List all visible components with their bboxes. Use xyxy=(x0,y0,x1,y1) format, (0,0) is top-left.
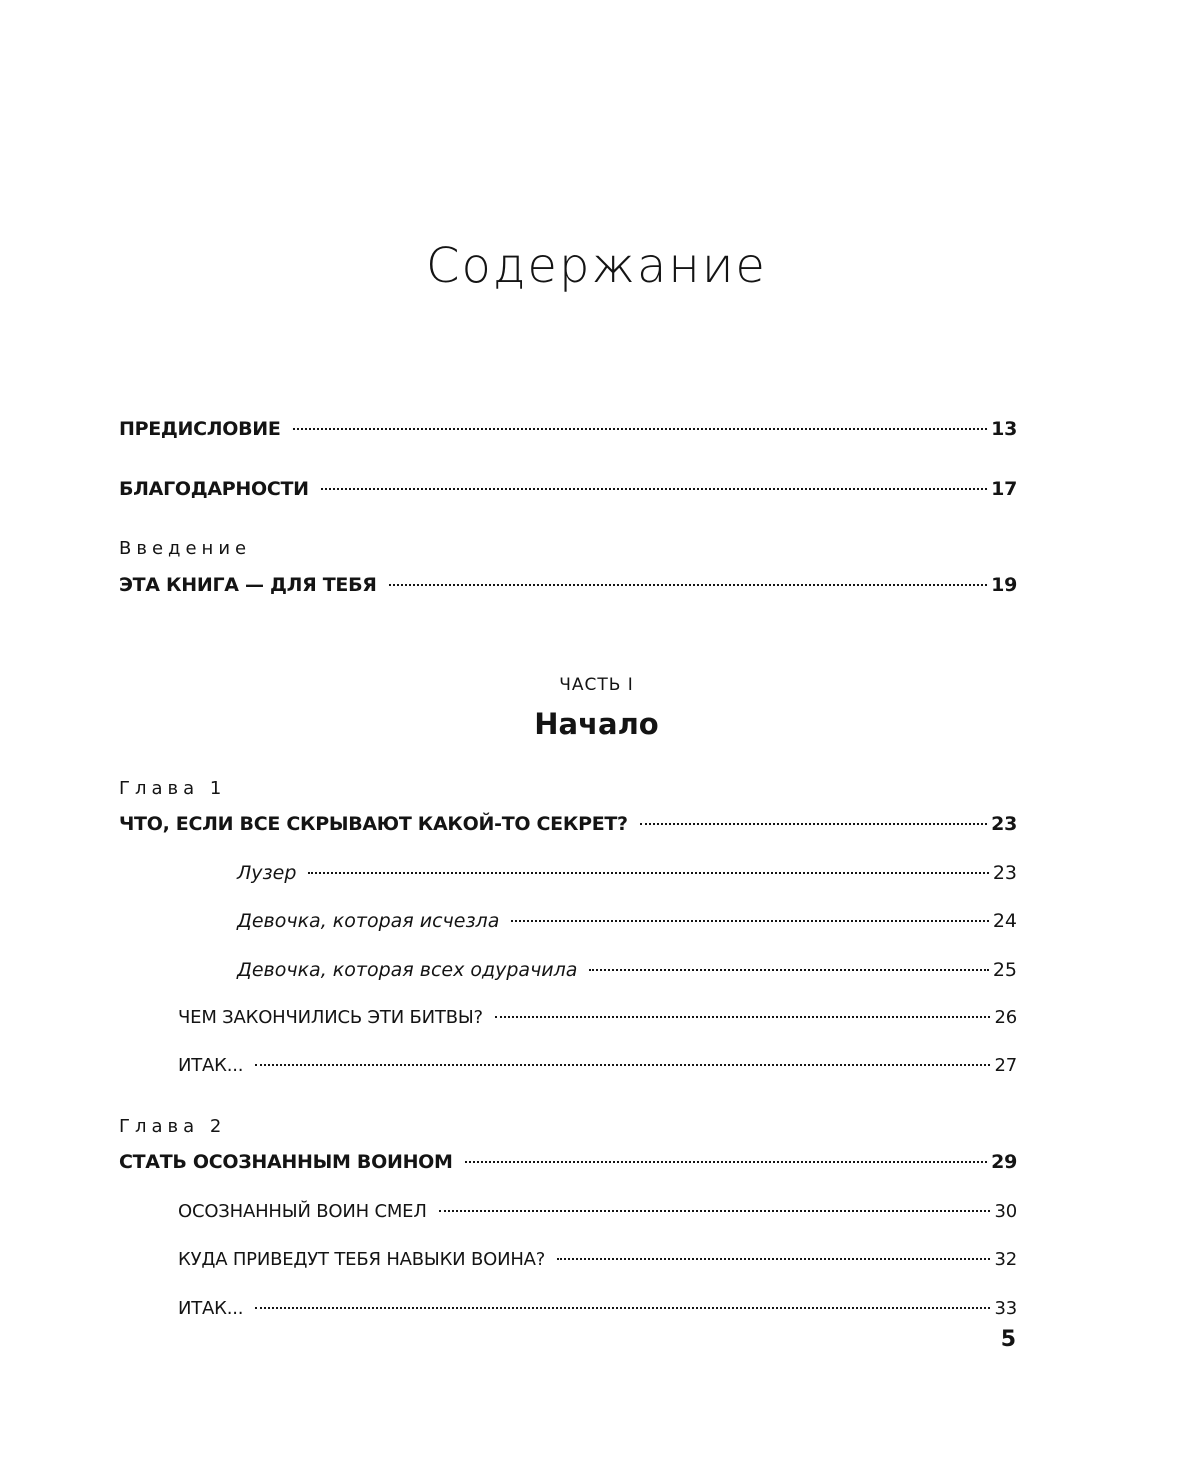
toc-entry-title: СТАТЬ ОСОЗНАННЫМ ВОИНОМ xyxy=(119,1151,453,1173)
toc-entry-title: Девочка, которая исчезла xyxy=(237,910,500,932)
toc-entry-title: КУДА ПРИВЕДУТ ТЕБЯ НАВЫКИ ВОИНА? xyxy=(178,1249,546,1270)
toc-section-entry[interactable] xyxy=(178,1003,1017,1033)
toc-entry-title: Девочка, которая всех одурачила xyxy=(237,959,578,981)
intro-label: Введение xyxy=(119,538,252,559)
toc-page-number: 24 xyxy=(992,910,1017,932)
toc-entry-preface[interactable] xyxy=(119,414,1017,444)
chapter-2-label: Глава 2 xyxy=(119,1116,227,1137)
toc-page-number: 32 xyxy=(994,1249,1017,1270)
chapter-1-label: Глава 1 xyxy=(119,778,227,799)
toc-page-number: 23 xyxy=(992,862,1017,884)
toc-leader-dots xyxy=(465,1161,988,1163)
part-title: Начало xyxy=(534,707,659,741)
toc-entry-title: ЭТА КНИГА — ДЛЯ ТЕБЯ xyxy=(119,574,377,596)
page-number: 5 xyxy=(1000,1327,1016,1352)
toc-subentry[interactable] xyxy=(237,858,1017,888)
toc-entry-title: ЧТО, ЕСЛИ ВСЕ СКРЫВАЮТ КАКОЙ-ТО СЕКРЕТ? xyxy=(119,813,628,835)
toc-section-entry[interactable] xyxy=(178,1294,1017,1324)
toc-page-number: 17 xyxy=(991,478,1017,500)
toc-section-entry[interactable] xyxy=(178,1245,1017,1275)
toc-entry-acknowledgements[interactable] xyxy=(119,474,1017,504)
toc-section-entry[interactable] xyxy=(178,1051,1017,1081)
toc-entry-title: ИТАК... xyxy=(178,1055,244,1076)
toc-page-number: 19 xyxy=(991,574,1017,596)
toc-leader-dots xyxy=(255,1307,990,1309)
toc-entry-intro[interactable] xyxy=(119,570,1017,600)
toc-entry-title: БЛАГОДАРНОСТИ xyxy=(119,478,309,500)
toc-leader-dots xyxy=(640,823,987,825)
toc-entry-title: ЧЕМ ЗАКОНЧИЛИСЬ ЭТИ БИТВЫ? xyxy=(178,1007,483,1028)
toc-entry-title: ПРЕДИСЛОВИЕ xyxy=(119,418,281,440)
toc-page-number: 23 xyxy=(991,813,1017,835)
toc-page-number: 30 xyxy=(994,1201,1017,1222)
toc-leader-dots xyxy=(389,584,988,586)
toc-page-number: 13 xyxy=(991,418,1017,440)
part-label: ЧАСТЬ I xyxy=(559,675,634,695)
toc-section-entry[interactable] xyxy=(178,1197,1017,1227)
toc-leader-dots xyxy=(589,969,988,971)
toc-subentry[interactable] xyxy=(237,906,1017,936)
toc-leader-dots xyxy=(308,872,988,874)
toc-page-number: 29 xyxy=(991,1151,1017,1173)
toc-leader-dots xyxy=(495,1016,991,1018)
toc-entry-title: Лузер xyxy=(237,862,297,884)
toc-entry-title: ИТАК... xyxy=(178,1298,244,1319)
toc-subentry[interactable] xyxy=(237,955,1017,985)
toc-leader-dots xyxy=(439,1210,991,1212)
toc-page-number: 33 xyxy=(994,1298,1017,1319)
toc-entry-title: ОСОЗНАННЫЙ ВОИН СМЕЛ xyxy=(178,1201,427,1222)
toc-leader-dots xyxy=(255,1064,990,1066)
page-title: Содержание xyxy=(426,238,767,294)
toc-entry-chapter-2[interactable] xyxy=(119,1147,1017,1177)
toc-page-number: 26 xyxy=(994,1007,1017,1028)
toc-leader-dots xyxy=(557,1258,990,1260)
toc-leader-dots xyxy=(293,428,988,430)
toc-leader-dots xyxy=(321,488,987,490)
toc-entry-chapter-1[interactable] xyxy=(119,809,1017,839)
toc-leader-dots xyxy=(511,920,988,922)
toc-page-number: 27 xyxy=(994,1055,1017,1076)
toc-page-number: 25 xyxy=(992,959,1017,981)
